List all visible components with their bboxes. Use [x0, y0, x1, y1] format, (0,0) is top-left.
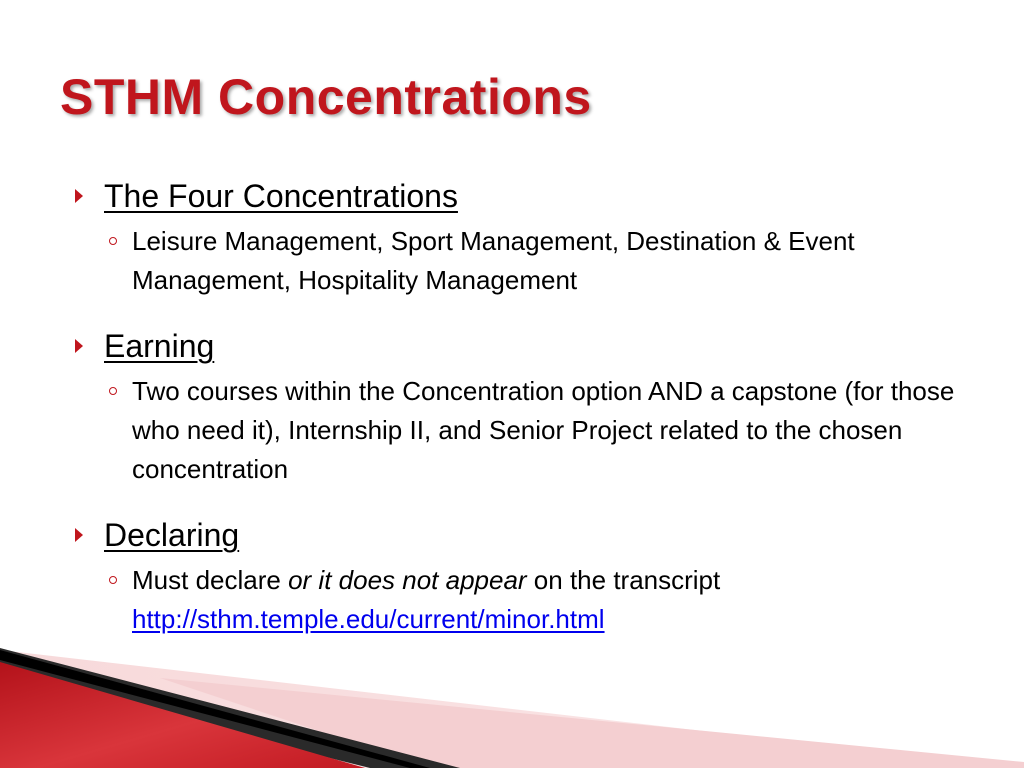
triangle-right-icon	[75, 339, 83, 353]
section-heading-row	[70, 174, 980, 218]
sub-bullet-text-after: on the transcript	[526, 565, 721, 595]
sub-bullet	[70, 222, 980, 300]
sub-bullet-text: Leisure Management, Sport Management, Destination & Event Management, Hospitality Management	[132, 226, 855, 295]
hollow-circle-icon	[109, 387, 117, 395]
slide-title: STHM Concentrations	[60, 69, 592, 125]
triangle-right-icon	[75, 528, 83, 542]
slide-content	[70, 174, 980, 663]
minor-page-link[interactable]: http://sthm.temple.edu/current/minor.html	[132, 604, 605, 634]
sub-bullet-text-italic: or it does not appear	[288, 565, 527, 595]
section-heading-row	[70, 513, 980, 557]
section-declaring	[70, 513, 980, 639]
sub-bullet	[70, 561, 980, 639]
pink-wedge-shape	[160, 678, 1024, 768]
black-line-shape	[0, 650, 430, 768]
section-heading: Earning	[104, 328, 215, 364]
sub-bullet-text-before: Must declare	[132, 565, 289, 595]
triangle-right-icon	[75, 189, 83, 203]
section-earning	[70, 324, 980, 489]
section-heading-row	[70, 324, 980, 368]
section-four-concentrations	[70, 174, 980, 300]
pink-band-shape	[0, 650, 1024, 768]
section-heading: Declaring	[104, 517, 240, 553]
hollow-circle-icon	[109, 576, 117, 584]
sub-bullet	[70, 372, 980, 489]
sub-bullet-text: Two courses within the Concentration option AND a capstone (for those who need it), Internship II, and Senior Project related to the chosen concentration	[132, 376, 955, 484]
dark-stripe-shape	[0, 648, 460, 768]
red-wedge-shape	[0, 662, 365, 768]
hollow-circle-icon	[109, 237, 117, 245]
section-heading: The Four Concentrations	[104, 178, 458, 214]
